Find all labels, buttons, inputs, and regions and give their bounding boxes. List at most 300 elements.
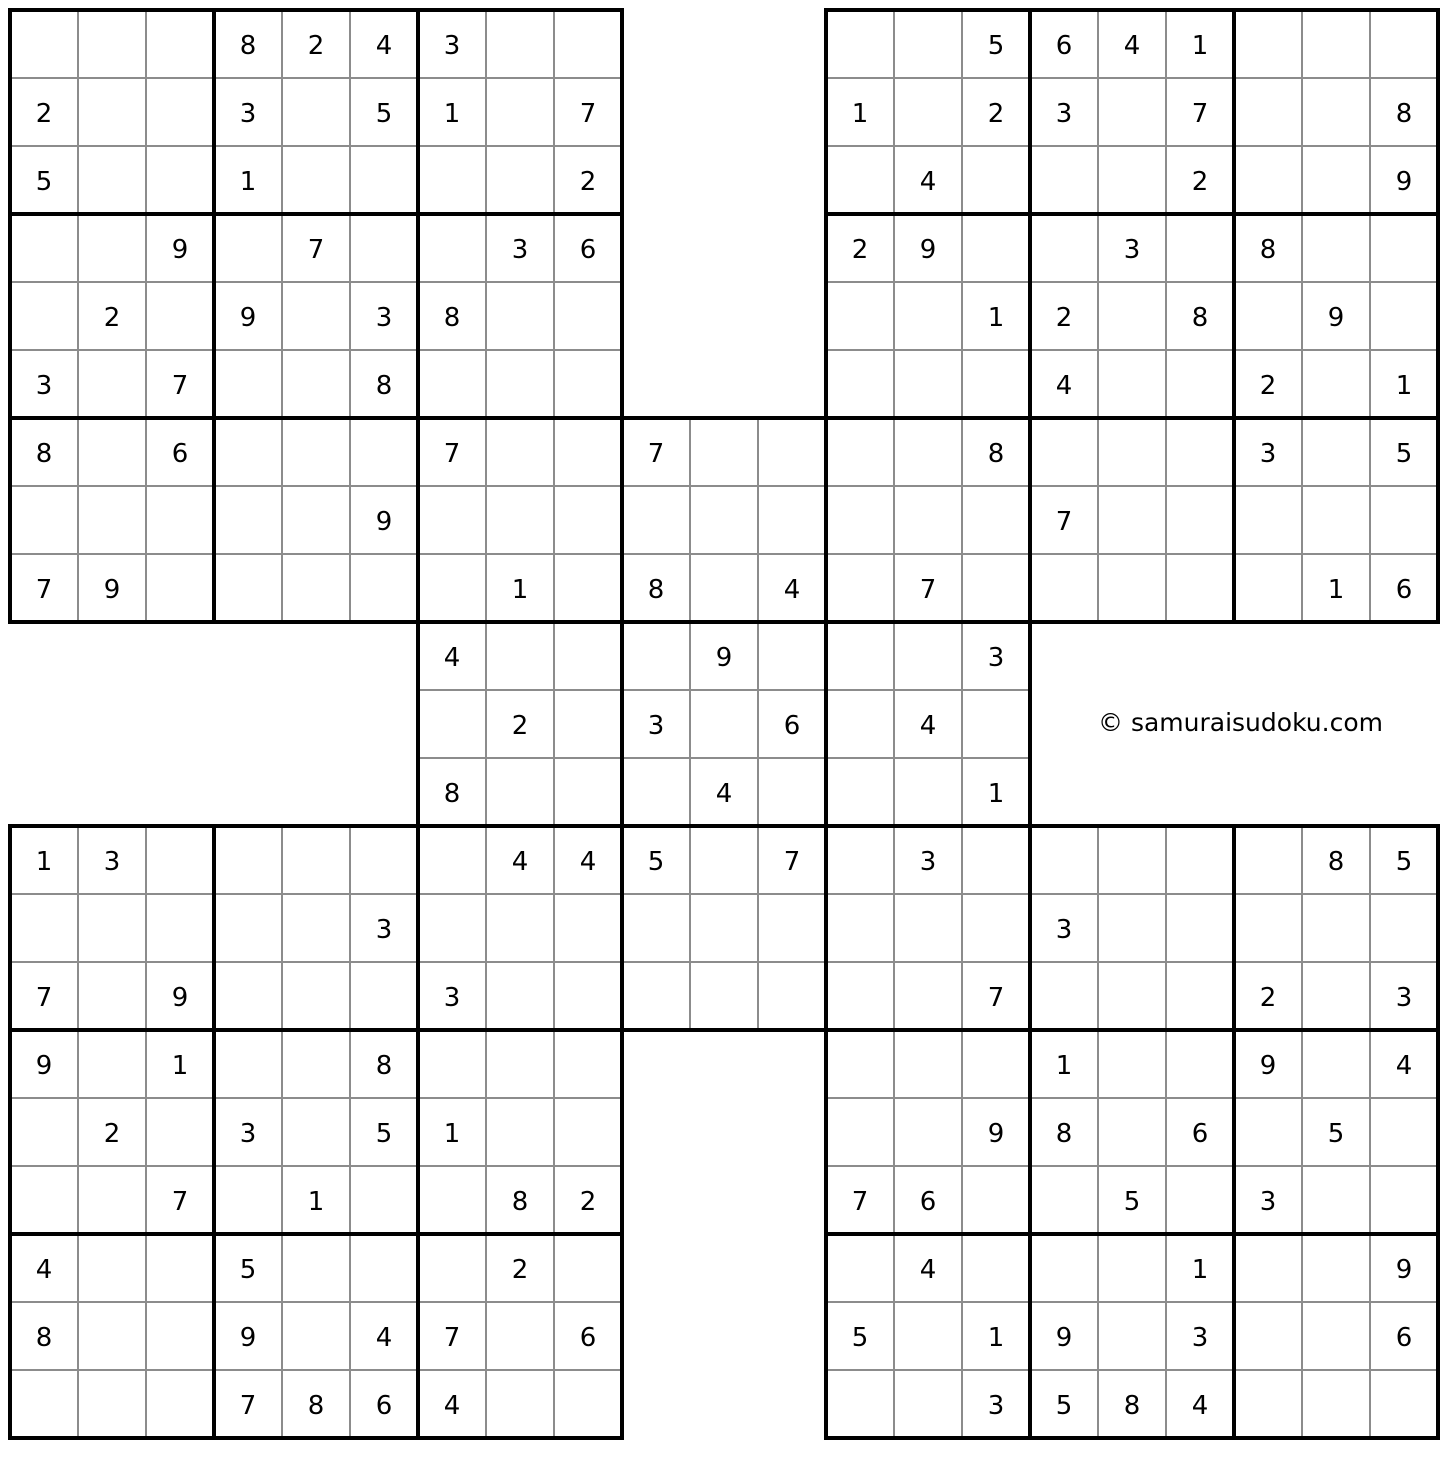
sudoku-cell[interactable] <box>214 78 282 146</box>
sudoku-cell[interactable] <box>962 1030 1030 1098</box>
sudoku-cell[interactable] <box>1234 1302 1302 1370</box>
sudoku-cell[interactable] <box>690 962 758 1030</box>
sudoku-cell[interactable] <box>622 486 690 554</box>
sudoku-cell[interactable] <box>894 554 962 622</box>
sudoku-cell[interactable] <box>418 1234 486 1302</box>
sudoku-cell[interactable] <box>1370 1302 1438 1370</box>
sudoku-cell[interactable] <box>554 1370 622 1438</box>
sudoku-cell[interactable] <box>10 1302 78 1370</box>
sudoku-cell[interactable] <box>1166 1166 1234 1234</box>
sudoku-cell[interactable] <box>146 350 214 418</box>
sudoku-cell[interactable] <box>1098 10 1166 78</box>
sudoku-cell[interactable] <box>1166 1234 1234 1302</box>
sudoku-cell[interactable] <box>554 282 622 350</box>
sudoku-cell[interactable] <box>1166 78 1234 146</box>
sudoku-cell[interactable] <box>350 1234 418 1302</box>
sudoku-cell[interactable] <box>418 1166 486 1234</box>
sudoku-cell[interactable] <box>486 78 554 146</box>
sudoku-cell[interactable] <box>690 418 758 486</box>
sudoku-cell[interactable] <box>350 1166 418 1234</box>
sudoku-cell[interactable] <box>1030 826 1098 894</box>
sudoku-cell[interactable] <box>690 894 758 962</box>
sudoku-cell[interactable] <box>894 1030 962 1098</box>
sudoku-cell[interactable] <box>1234 282 1302 350</box>
sudoku-cell[interactable] <box>282 962 350 1030</box>
sudoku-cell[interactable] <box>10 1234 78 1302</box>
sudoku-cell[interactable] <box>1166 282 1234 350</box>
sudoku-cell[interactable] <box>1302 1370 1370 1438</box>
sudoku-cell[interactable] <box>1098 962 1166 1030</box>
sudoku-cell[interactable] <box>418 894 486 962</box>
sudoku-cell[interactable] <box>1098 1302 1166 1370</box>
sudoku-cell[interactable] <box>1166 214 1234 282</box>
sudoku-cell[interactable] <box>146 214 214 282</box>
sudoku-cell[interactable] <box>78 78 146 146</box>
sudoku-cell[interactable] <box>1166 1030 1234 1098</box>
sudoku-cell[interactable] <box>214 894 282 962</box>
sudoku-cell[interactable] <box>826 214 894 282</box>
sudoku-cell[interactable] <box>10 146 78 214</box>
sudoku-cell[interactable] <box>758 690 826 758</box>
sudoku-cell[interactable] <box>826 418 894 486</box>
sudoku-cell[interactable] <box>1030 486 1098 554</box>
sudoku-cell[interactable] <box>622 894 690 962</box>
sudoku-cell[interactable] <box>962 622 1030 690</box>
sudoku-cell[interactable] <box>1302 486 1370 554</box>
sudoku-cell[interactable] <box>418 554 486 622</box>
sudoku-cell[interactable] <box>214 10 282 78</box>
sudoku-cell[interactable] <box>486 690 554 758</box>
sudoku-cell[interactable] <box>1302 894 1370 962</box>
sudoku-cell[interactable] <box>894 486 962 554</box>
sudoku-cell[interactable] <box>78 826 146 894</box>
sudoku-cell[interactable] <box>78 282 146 350</box>
sudoku-cell[interactable] <box>1234 554 1302 622</box>
sudoku-cell[interactable] <box>1166 146 1234 214</box>
sudoku-cell[interactable] <box>1098 1370 1166 1438</box>
sudoku-cell[interactable] <box>486 622 554 690</box>
sudoku-cell[interactable] <box>622 962 690 1030</box>
sudoku-cell[interactable] <box>1098 486 1166 554</box>
sudoku-cell[interactable] <box>282 78 350 146</box>
sudoku-cell[interactable] <box>1030 214 1098 282</box>
sudoku-cell[interactable] <box>1370 10 1438 78</box>
sudoku-cell[interactable] <box>1302 1302 1370 1370</box>
sudoku-cell[interactable] <box>962 1302 1030 1370</box>
sudoku-cell[interactable] <box>1370 282 1438 350</box>
sudoku-cell[interactable] <box>350 1302 418 1370</box>
sudoku-cell[interactable] <box>1234 894 1302 962</box>
sudoku-cell[interactable] <box>146 486 214 554</box>
sudoku-cell[interactable] <box>1030 1166 1098 1234</box>
sudoku-cell[interactable] <box>1166 1370 1234 1438</box>
sudoku-cell[interactable] <box>1302 282 1370 350</box>
sudoku-cell[interactable] <box>418 690 486 758</box>
sudoku-cell[interactable] <box>1030 78 1098 146</box>
sudoku-cell[interactable] <box>1234 826 1302 894</box>
sudoku-cell[interactable] <box>282 1030 350 1098</box>
sudoku-cell[interactable] <box>1030 146 1098 214</box>
sudoku-cell[interactable] <box>894 690 962 758</box>
sudoku-cell[interactable] <box>350 214 418 282</box>
sudoku-cell[interactable] <box>1234 1030 1302 1098</box>
sudoku-cell[interactable] <box>622 758 690 826</box>
sudoku-cell[interactable] <box>10 10 78 78</box>
sudoku-cell[interactable] <box>418 10 486 78</box>
sudoku-cell[interactable] <box>486 1166 554 1234</box>
sudoku-cell[interactable] <box>146 78 214 146</box>
sudoku-cell[interactable] <box>962 1370 1030 1438</box>
sudoku-cell[interactable] <box>350 962 418 1030</box>
sudoku-cell[interactable] <box>826 1370 894 1438</box>
sudoku-cell[interactable] <box>554 10 622 78</box>
sudoku-cell[interactable] <box>418 418 486 486</box>
sudoku-cell[interactable] <box>826 78 894 146</box>
sudoku-cell[interactable] <box>78 1302 146 1370</box>
sudoku-cell[interactable] <box>1302 1030 1370 1098</box>
sudoku-cell[interactable] <box>1098 214 1166 282</box>
sudoku-cell[interactable] <box>10 78 78 146</box>
sudoku-cell[interactable] <box>962 486 1030 554</box>
sudoku-cell[interactable] <box>758 894 826 962</box>
sudoku-cell[interactable] <box>1166 10 1234 78</box>
sudoku-cell[interactable] <box>418 350 486 418</box>
sudoku-cell[interactable] <box>826 282 894 350</box>
sudoku-cell[interactable] <box>1166 826 1234 894</box>
sudoku-cell[interactable] <box>758 826 826 894</box>
sudoku-cell[interactable] <box>962 146 1030 214</box>
sudoku-cell[interactable] <box>282 10 350 78</box>
sudoku-cell[interactable] <box>962 214 1030 282</box>
sudoku-cell[interactable] <box>350 282 418 350</box>
sudoku-cell[interactable] <box>554 1166 622 1234</box>
sudoku-cell[interactable] <box>1302 418 1370 486</box>
sudoku-cell[interactable] <box>622 826 690 894</box>
sudoku-cell[interactable] <box>486 554 554 622</box>
sudoku-cell[interactable] <box>486 146 554 214</box>
sudoku-cell[interactable] <box>1166 894 1234 962</box>
sudoku-cell[interactable] <box>214 1098 282 1166</box>
sudoku-cell[interactable] <box>10 962 78 1030</box>
sudoku-cell[interactable] <box>10 1098 78 1166</box>
sudoku-cell[interactable] <box>826 1234 894 1302</box>
sudoku-cell[interactable] <box>418 146 486 214</box>
sudoku-cell[interactable] <box>554 894 622 962</box>
sudoku-cell[interactable] <box>554 78 622 146</box>
sudoku-cell[interactable] <box>78 350 146 418</box>
sudoku-cell[interactable] <box>282 826 350 894</box>
sudoku-cell[interactable] <box>894 214 962 282</box>
sudoku-cell[interactable] <box>10 1370 78 1438</box>
sudoku-cell[interactable] <box>826 146 894 214</box>
sudoku-cell[interactable] <box>690 826 758 894</box>
sudoku-cell[interactable] <box>962 962 1030 1030</box>
sudoku-cell[interactable] <box>1166 486 1234 554</box>
sudoku-cell[interactable] <box>690 758 758 826</box>
sudoku-cell[interactable] <box>214 350 282 418</box>
sudoku-cell[interactable] <box>554 1234 622 1302</box>
sudoku-cell[interactable] <box>1166 418 1234 486</box>
sudoku-cell[interactable] <box>282 350 350 418</box>
sudoku-cell[interactable] <box>554 214 622 282</box>
sudoku-cell[interactable] <box>690 554 758 622</box>
sudoku-cell[interactable] <box>146 1098 214 1166</box>
sudoku-cell[interactable] <box>1098 826 1166 894</box>
sudoku-cell[interactable] <box>1234 78 1302 146</box>
sudoku-cell[interactable] <box>1302 1098 1370 1166</box>
sudoku-cell[interactable] <box>894 1234 962 1302</box>
sudoku-cell[interactable] <box>214 1030 282 1098</box>
sudoku-cell[interactable] <box>78 10 146 78</box>
sudoku-cell[interactable] <box>1234 350 1302 418</box>
sudoku-cell[interactable] <box>350 418 418 486</box>
sudoku-cell[interactable] <box>78 146 146 214</box>
sudoku-cell[interactable] <box>214 282 282 350</box>
sudoku-cell[interactable] <box>486 486 554 554</box>
sudoku-cell[interactable] <box>214 1370 282 1438</box>
sudoku-cell[interactable] <box>894 10 962 78</box>
sudoku-cell[interactable] <box>146 282 214 350</box>
sudoku-cell[interactable] <box>1030 10 1098 78</box>
sudoku-cell[interactable] <box>1166 554 1234 622</box>
sudoku-cell[interactable] <box>1302 78 1370 146</box>
sudoku-cell[interactable] <box>282 554 350 622</box>
sudoku-cell[interactable] <box>214 1302 282 1370</box>
sudoku-cell[interactable] <box>962 282 1030 350</box>
sudoku-cell[interactable] <box>1030 1098 1098 1166</box>
sudoku-cell[interactable] <box>1370 146 1438 214</box>
sudoku-cell[interactable] <box>282 1098 350 1166</box>
sudoku-cell[interactable] <box>826 758 894 826</box>
sudoku-cell[interactable] <box>78 554 146 622</box>
sudoku-cell[interactable] <box>1030 282 1098 350</box>
sudoku-cell[interactable] <box>962 894 1030 962</box>
sudoku-cell[interactable] <box>962 554 1030 622</box>
sudoku-cell[interactable] <box>1234 1098 1302 1166</box>
sudoku-cell[interactable] <box>554 1030 622 1098</box>
sudoku-cell[interactable] <box>962 1166 1030 1234</box>
sudoku-cell[interactable] <box>282 1234 350 1302</box>
sudoku-cell[interactable] <box>1166 350 1234 418</box>
sudoku-cell[interactable] <box>1030 1302 1098 1370</box>
sudoku-cell[interactable] <box>554 1098 622 1166</box>
sudoku-cell[interactable] <box>1098 350 1166 418</box>
sudoku-cell[interactable] <box>1370 418 1438 486</box>
sudoku-cell[interactable] <box>214 826 282 894</box>
sudoku-cell[interactable] <box>78 418 146 486</box>
sudoku-cell[interactable] <box>1234 1166 1302 1234</box>
sudoku-cell[interactable] <box>282 486 350 554</box>
sudoku-cell[interactable] <box>418 962 486 1030</box>
sudoku-cell[interactable] <box>894 894 962 962</box>
sudoku-cell[interactable] <box>894 826 962 894</box>
sudoku-cell[interactable] <box>1030 1030 1098 1098</box>
sudoku-cell[interactable] <box>282 282 350 350</box>
sudoku-cell[interactable] <box>146 1234 214 1302</box>
sudoku-cell[interactable] <box>826 690 894 758</box>
sudoku-cell[interactable] <box>1234 214 1302 282</box>
sudoku-cell[interactable] <box>350 1370 418 1438</box>
sudoku-cell[interactable] <box>418 282 486 350</box>
sudoku-cell[interactable] <box>554 690 622 758</box>
sudoku-cell[interactable] <box>1030 962 1098 1030</box>
sudoku-cell[interactable] <box>486 894 554 962</box>
sudoku-cell[interactable] <box>350 350 418 418</box>
sudoku-cell[interactable] <box>1234 962 1302 1030</box>
sudoku-cell[interactable] <box>894 1302 962 1370</box>
sudoku-cell[interactable] <box>10 350 78 418</box>
sudoku-cell[interactable] <box>894 962 962 1030</box>
sudoku-cell[interactable] <box>1370 1370 1438 1438</box>
sudoku-cell[interactable] <box>554 486 622 554</box>
sudoku-cell[interactable] <box>282 146 350 214</box>
sudoku-cell[interactable] <box>1098 894 1166 962</box>
sudoku-cell[interactable] <box>418 826 486 894</box>
sudoku-cell[interactable] <box>146 962 214 1030</box>
sudoku-cell[interactable] <box>1370 826 1438 894</box>
sudoku-cell[interactable] <box>758 758 826 826</box>
sudoku-cell[interactable] <box>78 1234 146 1302</box>
sudoku-cell[interactable] <box>826 1030 894 1098</box>
sudoku-cell[interactable] <box>1030 1370 1098 1438</box>
sudoku-cell[interactable] <box>758 622 826 690</box>
sudoku-cell[interactable] <box>894 78 962 146</box>
sudoku-cell[interactable] <box>486 758 554 826</box>
sudoku-cell[interactable] <box>1234 146 1302 214</box>
sudoku-cell[interactable] <box>1030 1234 1098 1302</box>
sudoku-cell[interactable] <box>826 350 894 418</box>
sudoku-cell[interactable] <box>1098 554 1166 622</box>
sudoku-cell[interactable] <box>486 282 554 350</box>
sudoku-cell[interactable] <box>894 282 962 350</box>
sudoku-cell[interactable] <box>758 418 826 486</box>
sudoku-cell[interactable] <box>894 622 962 690</box>
sudoku-cell[interactable] <box>894 350 962 418</box>
sudoku-cell[interactable] <box>10 894 78 962</box>
sudoku-cell[interactable] <box>78 894 146 962</box>
sudoku-cell[interactable] <box>10 282 78 350</box>
sudoku-cell[interactable] <box>214 418 282 486</box>
sudoku-cell[interactable] <box>554 146 622 214</box>
sudoku-cell[interactable] <box>282 894 350 962</box>
sudoku-cell[interactable] <box>1098 78 1166 146</box>
sudoku-cell[interactable] <box>1030 350 1098 418</box>
sudoku-cell[interactable] <box>214 214 282 282</box>
sudoku-cell[interactable] <box>554 554 622 622</box>
sudoku-cell[interactable] <box>1370 894 1438 962</box>
sudoku-cell[interactable] <box>1234 418 1302 486</box>
sudoku-cell[interactable] <box>146 146 214 214</box>
sudoku-cell[interactable] <box>1370 350 1438 418</box>
sudoku-cell[interactable] <box>350 894 418 962</box>
sudoku-cell[interactable] <box>214 554 282 622</box>
sudoku-cell[interactable] <box>146 1302 214 1370</box>
sudoku-cell[interactable] <box>1370 554 1438 622</box>
sudoku-cell[interactable] <box>1302 1166 1370 1234</box>
sudoku-cell[interactable] <box>1302 962 1370 1030</box>
sudoku-cell[interactable] <box>554 826 622 894</box>
sudoku-cell[interactable] <box>282 1370 350 1438</box>
sudoku-cell[interactable] <box>962 690 1030 758</box>
sudoku-cell[interactable] <box>690 622 758 690</box>
sudoku-cell[interactable] <box>214 146 282 214</box>
sudoku-cell[interactable] <box>894 1166 962 1234</box>
sudoku-cell[interactable] <box>78 214 146 282</box>
sudoku-cell[interactable] <box>1166 962 1234 1030</box>
sudoku-cell[interactable] <box>622 554 690 622</box>
sudoku-cell[interactable] <box>486 1234 554 1302</box>
sudoku-cell[interactable] <box>554 1302 622 1370</box>
sudoku-cell[interactable] <box>418 1030 486 1098</box>
sudoku-cell[interactable] <box>1030 418 1098 486</box>
sudoku-cell[interactable] <box>1302 826 1370 894</box>
sudoku-cell[interactable] <box>418 78 486 146</box>
sudoku-cell[interactable] <box>826 1166 894 1234</box>
sudoku-cell[interactable] <box>554 350 622 418</box>
sudoku-cell[interactable] <box>486 962 554 1030</box>
sudoku-cell[interactable] <box>486 10 554 78</box>
sudoku-cell[interactable] <box>894 1098 962 1166</box>
sudoku-cell[interactable] <box>350 554 418 622</box>
sudoku-cell[interactable] <box>10 418 78 486</box>
sudoku-cell[interactable] <box>962 418 1030 486</box>
sudoku-cell[interactable] <box>10 826 78 894</box>
sudoku-cell[interactable] <box>78 486 146 554</box>
sudoku-cell[interactable] <box>826 894 894 962</box>
sudoku-cell[interactable] <box>826 1302 894 1370</box>
sudoku-cell[interactable] <box>10 554 78 622</box>
sudoku-cell[interactable] <box>282 1166 350 1234</box>
sudoku-cell[interactable] <box>350 1030 418 1098</box>
sudoku-cell[interactable] <box>418 214 486 282</box>
sudoku-cell[interactable] <box>350 146 418 214</box>
sudoku-cell[interactable] <box>622 622 690 690</box>
sudoku-cell[interactable] <box>146 10 214 78</box>
sudoku-cell[interactable] <box>146 1370 214 1438</box>
sudoku-cell[interactable] <box>282 1302 350 1370</box>
sudoku-cell[interactable] <box>1370 1166 1438 1234</box>
sudoku-cell[interactable] <box>1234 486 1302 554</box>
sudoku-cell[interactable] <box>486 1098 554 1166</box>
sudoku-cell[interactable] <box>894 1370 962 1438</box>
sudoku-cell[interactable] <box>282 418 350 486</box>
sudoku-cell[interactable] <box>962 1098 1030 1166</box>
sudoku-cell[interactable] <box>146 1166 214 1234</box>
sudoku-cell[interactable] <box>826 10 894 78</box>
sudoku-cell[interactable] <box>962 1234 1030 1302</box>
sudoku-cell[interactable] <box>486 1370 554 1438</box>
sudoku-cell[interactable] <box>1098 418 1166 486</box>
sudoku-cell[interactable] <box>486 418 554 486</box>
sudoku-cell[interactable] <box>418 1302 486 1370</box>
sudoku-cell[interactable] <box>1234 10 1302 78</box>
sudoku-cell[interactable] <box>418 758 486 826</box>
sudoku-cell[interactable] <box>622 418 690 486</box>
sudoku-cell[interactable] <box>826 1098 894 1166</box>
sudoku-cell[interactable] <box>350 78 418 146</box>
sudoku-cell[interactable] <box>1370 1234 1438 1302</box>
sudoku-cell[interactable] <box>1302 146 1370 214</box>
sudoku-cell[interactable] <box>10 486 78 554</box>
sudoku-cell[interactable] <box>486 214 554 282</box>
sudoku-cell[interactable] <box>146 826 214 894</box>
sudoku-cell[interactable] <box>962 10 1030 78</box>
sudoku-cell[interactable] <box>350 486 418 554</box>
sudoku-cell[interactable] <box>350 1098 418 1166</box>
sudoku-cell[interactable] <box>1166 1098 1234 1166</box>
sudoku-cell[interactable] <box>1370 1030 1438 1098</box>
sudoku-cell[interactable] <box>1302 214 1370 282</box>
